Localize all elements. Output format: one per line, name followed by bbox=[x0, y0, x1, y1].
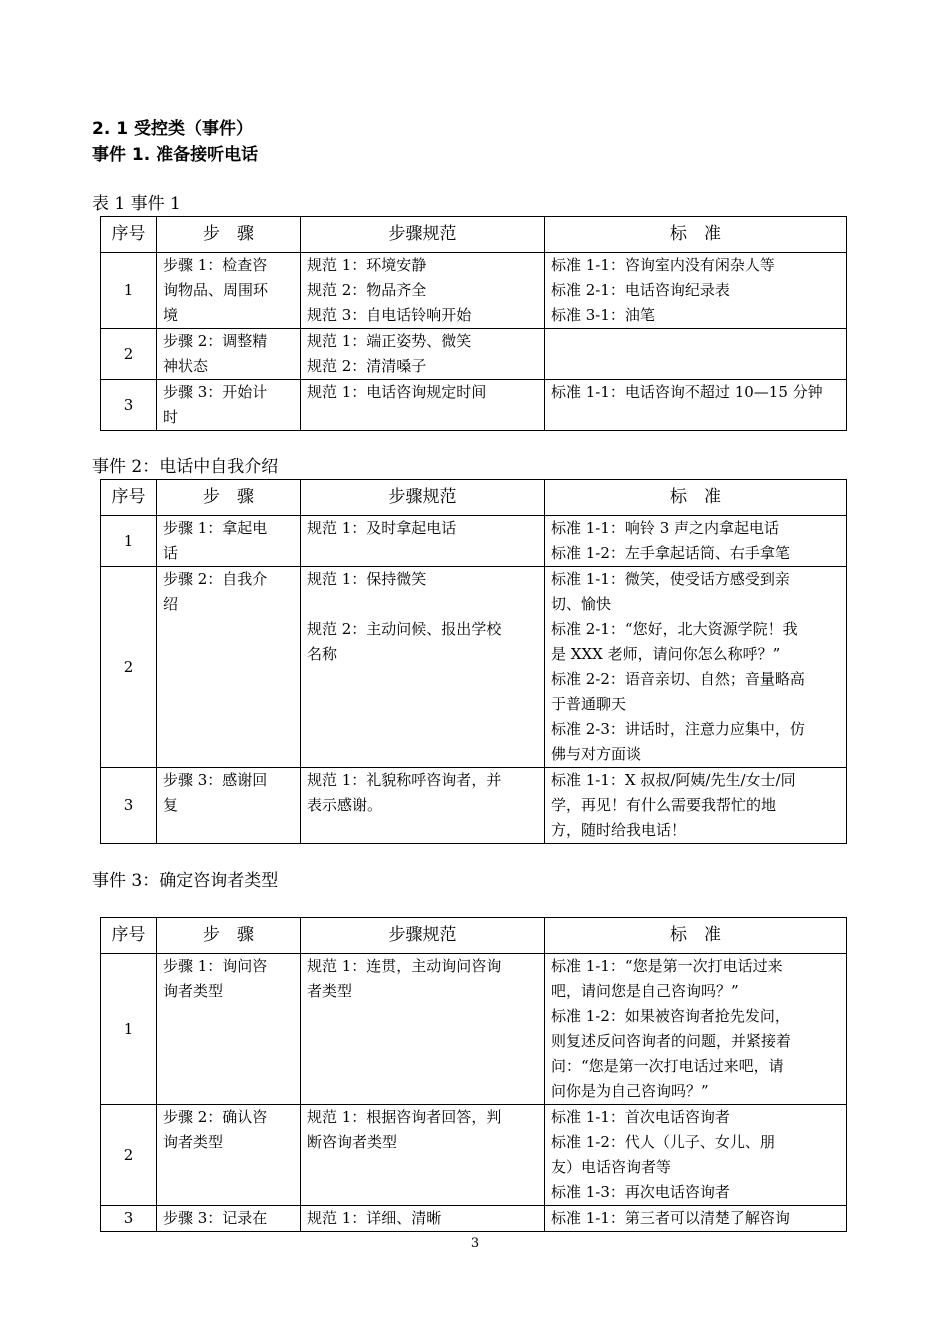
col-header-step: 步 骤 bbox=[157, 480, 301, 516]
step-cell bbox=[157, 954, 301, 1105]
spec-cell-line: 规范 1：连贯，主动询问咨询 bbox=[307, 957, 502, 975]
table-row bbox=[101, 954, 847, 1105]
standard-cell-line: 标准 1-2：如果被咨询者抢先发问， bbox=[551, 1007, 790, 1025]
step-cell-line: 神状态 bbox=[163, 357, 209, 375]
spec-cell bbox=[301, 954, 545, 1105]
standard-cell-line: 标准 1-1：“您是第一次打电话过来 bbox=[551, 957, 783, 975]
standard-cell bbox=[545, 1206, 847, 1232]
col-header-standard: 标 准 bbox=[545, 217, 847, 253]
table-header bbox=[101, 918, 847, 954]
step-cell bbox=[157, 253, 301, 329]
standard-cell-line: 标准 1-2：左手拿起话筒、右手拿笔 bbox=[551, 544, 790, 562]
step-cell-line: 步骤 3：记录在 bbox=[163, 1209, 268, 1227]
row-index: 2 bbox=[101, 329, 157, 380]
standard-cell-line: 吧，请问您是自己咨询吗？” bbox=[551, 982, 739, 1000]
row-index: 3 bbox=[101, 1206, 157, 1232]
table-row bbox=[101, 1105, 847, 1206]
step-cell-line: 境 bbox=[163, 306, 179, 324]
step-cell-line: 步骤 3：感谢回 bbox=[163, 771, 268, 789]
standard-cell-line: 标准 1-1：咨询室内没有闲杂人等 bbox=[551, 256, 775, 274]
standard-cell-line: 问：“您是第一次打电话过来吧，请 bbox=[551, 1057, 784, 1075]
step-cell bbox=[157, 1105, 301, 1206]
spec-cell bbox=[301, 1105, 545, 1206]
section-title: 2. 1 受控类（事件） bbox=[92, 119, 253, 139]
row-index: 1 bbox=[101, 516, 157, 567]
spec-cell-line: 规范 2：清清嗓子 bbox=[307, 357, 427, 375]
col-header-step: 步 骤 bbox=[157, 217, 301, 253]
spec-cell bbox=[301, 516, 545, 567]
table-header bbox=[101, 217, 847, 253]
step-cell-line: 询者类型 bbox=[163, 1133, 224, 1151]
step-cell-line: 绍 bbox=[163, 595, 179, 613]
spec-cell-line: 规范 1：根据咨询者回答，判 bbox=[307, 1108, 502, 1126]
spec-cell bbox=[301, 380, 545, 431]
step-cell bbox=[157, 380, 301, 431]
standard-cell-line: 切、愉快 bbox=[551, 595, 612, 613]
event1-heading: 事件 1. 准备接听电话 bbox=[92, 145, 259, 165]
spec-cell-line: 者类型 bbox=[307, 982, 353, 1000]
standard-cell-line: 标准 2-2：语音亲切、自然；音量略高 bbox=[551, 670, 805, 688]
col-header-step: 步 骤 bbox=[157, 918, 301, 954]
standard-cell bbox=[545, 954, 847, 1105]
col-header-spec: 步骤规范 bbox=[301, 480, 545, 516]
standard-cell-line: 标准 1-1：X 叔叔/阿姨/先生/女士/同 bbox=[551, 771, 796, 789]
step-cell bbox=[157, 567, 301, 768]
standard-cell-line: 学，再见！有什么需要我帮忙的地 bbox=[551, 796, 777, 814]
standard-cell-line: 标准 1-1：响铃 3 声之内拿起电话 bbox=[551, 519, 780, 537]
table-row bbox=[101, 567, 847, 768]
col-header-standard: 标 准 bbox=[545, 480, 847, 516]
table-row bbox=[101, 380, 847, 431]
step-cell-line: 时 bbox=[163, 408, 179, 426]
standard-cell bbox=[545, 516, 847, 567]
event3-table bbox=[100, 917, 847, 1232]
table-header bbox=[101, 480, 847, 516]
row-index: 3 bbox=[101, 768, 157, 844]
standard-cell-line: 标准 1-1：微笑，使受话方感受到亲 bbox=[551, 570, 790, 588]
row-index: 2 bbox=[101, 567, 157, 768]
step-cell-line: 话 bbox=[163, 544, 179, 562]
col-header-index: 序号 bbox=[101, 918, 157, 954]
row-index: 2 bbox=[101, 1105, 157, 1206]
row-index: 1 bbox=[101, 253, 157, 329]
table-row bbox=[101, 329, 847, 380]
spec-cell-line: 规范 1：礼貌称呼咨询者，并 bbox=[307, 771, 502, 789]
row-index: 3 bbox=[101, 380, 157, 431]
table-row bbox=[101, 768, 847, 844]
col-header-index: 序号 bbox=[101, 217, 157, 253]
standard-cell-line: 标准 2-1：电话咨询纪录表 bbox=[551, 281, 730, 299]
step-cell-line: 复 bbox=[163, 796, 179, 814]
standard-cell bbox=[545, 567, 847, 768]
row-index: 1 bbox=[101, 954, 157, 1105]
spec-cell-line: 规范 1：环境安静 bbox=[307, 256, 427, 274]
step-cell-line: 步骤 2：自我介 bbox=[163, 570, 268, 588]
spec-cell-line: 规范 2：物品齐全 bbox=[307, 281, 427, 299]
spec-cell bbox=[301, 329, 545, 380]
spec-cell-line: 名称 bbox=[307, 645, 338, 663]
event1-table bbox=[100, 216, 847, 431]
step-cell bbox=[157, 1206, 301, 1232]
step-cell bbox=[157, 516, 301, 567]
step-cell-line: 步骤 1：检查咨 bbox=[163, 256, 268, 274]
table-row bbox=[101, 253, 847, 329]
table-row bbox=[101, 1206, 847, 1232]
standard-cell-line: 问你是为自己咨询吗？” bbox=[551, 1082, 709, 1100]
spec-cell-line: 断咨询者类型 bbox=[307, 1133, 398, 1151]
step-cell-line: 步骤 1：询问咨 bbox=[163, 957, 268, 975]
spec-cell-line: 规范 3：自电话铃响开始 bbox=[307, 306, 472, 324]
spec-cell-line: 规范 1：电话咨询规定时间 bbox=[307, 383, 487, 401]
spec-cell bbox=[301, 768, 545, 844]
spec-cell-line: 规范 1：保持微笑 bbox=[307, 570, 427, 588]
standard-cell-line: 是 XXX 老师，请问你怎么称呼？” bbox=[551, 645, 781, 663]
standard-cell bbox=[545, 329, 847, 380]
standard-cell-line: 则复述反问咨询者的问题，并紧接着 bbox=[551, 1032, 792, 1050]
standard-cell-line: 标准 1-2：代人（儿子、女儿、朋 bbox=[551, 1133, 775, 1151]
standard-cell-line: 标准 2-3：讲话时，注意力应集中，仿 bbox=[551, 720, 805, 738]
spec-cell-line: 规范 1：详细、清晰 bbox=[307, 1209, 442, 1227]
page-number: 3 bbox=[470, 1236, 480, 1251]
event3-caption: 事件 3：确定咨询者类型 bbox=[92, 871, 279, 891]
spec-cell-line: 规范 1：及时拿起电话 bbox=[307, 519, 457, 537]
col-header-index: 序号 bbox=[101, 480, 157, 516]
spec-cell bbox=[301, 1206, 545, 1232]
standard-cell-line: 于普通聊天 bbox=[551, 695, 627, 713]
step-cell-line: 询物品、周围环 bbox=[163, 281, 269, 299]
standard-cell bbox=[545, 1105, 847, 1206]
step-cell bbox=[157, 768, 301, 844]
step-cell-line: 步骤 2：确认咨 bbox=[163, 1108, 268, 1126]
standard-cell-line: 标准 2-1：“您好，北大资源学院！我 bbox=[551, 620, 798, 638]
standard-cell-line: 标准 1-1：首次电话咨询者 bbox=[551, 1108, 730, 1126]
step-cell-line: 步骤 1：拿起电 bbox=[163, 519, 268, 537]
event2-table bbox=[100, 479, 847, 844]
standard-cell bbox=[545, 253, 847, 329]
step-cell-line: 询者类型 bbox=[163, 982, 224, 1000]
standard-cell-line: 方，随时给我电话！ bbox=[551, 821, 687, 839]
step-cell-line: 步骤 3：开始计 bbox=[163, 383, 268, 401]
step-cell-line: 步骤 2：调整精 bbox=[163, 332, 268, 350]
standard-cell-line: 标准 1-3：再次电话咨询者 bbox=[551, 1183, 730, 1201]
spec-cell bbox=[301, 253, 545, 329]
step-cell bbox=[157, 329, 301, 380]
event2-caption: 事件 2：电话中自我介绍 bbox=[92, 457, 279, 477]
spec-cell-line: 表示感谢。 bbox=[307, 796, 383, 814]
table-row bbox=[101, 516, 847, 567]
spec-cell bbox=[301, 567, 545, 768]
spec-cell-line: 规范 2：主动问候、报出学校 bbox=[307, 620, 502, 638]
standard-cell-line: 标准 1-1：第三者可以清楚了解咨询 bbox=[551, 1209, 790, 1227]
col-header-standard: 标 准 bbox=[545, 918, 847, 954]
col-header-spec: 步骤规范 bbox=[301, 217, 545, 253]
standard-cell bbox=[545, 768, 847, 844]
standard-cell-line: 标准 3-1：油笔 bbox=[551, 306, 655, 324]
standard-cell bbox=[545, 380, 847, 431]
col-header-spec: 步骤规范 bbox=[301, 918, 545, 954]
standard-cell-line: 佛与对方面谈 bbox=[551, 745, 642, 763]
standard-cell-line: 友）电话咨询者等 bbox=[551, 1158, 672, 1176]
table1-caption: 表 1 事件 1 bbox=[92, 194, 181, 214]
spec-cell-line: 规范 1：端正姿势、微笑 bbox=[307, 332, 472, 350]
standard-cell-line: 标准 1-1：电话咨询不超过 10—15 分钟 bbox=[551, 383, 823, 401]
